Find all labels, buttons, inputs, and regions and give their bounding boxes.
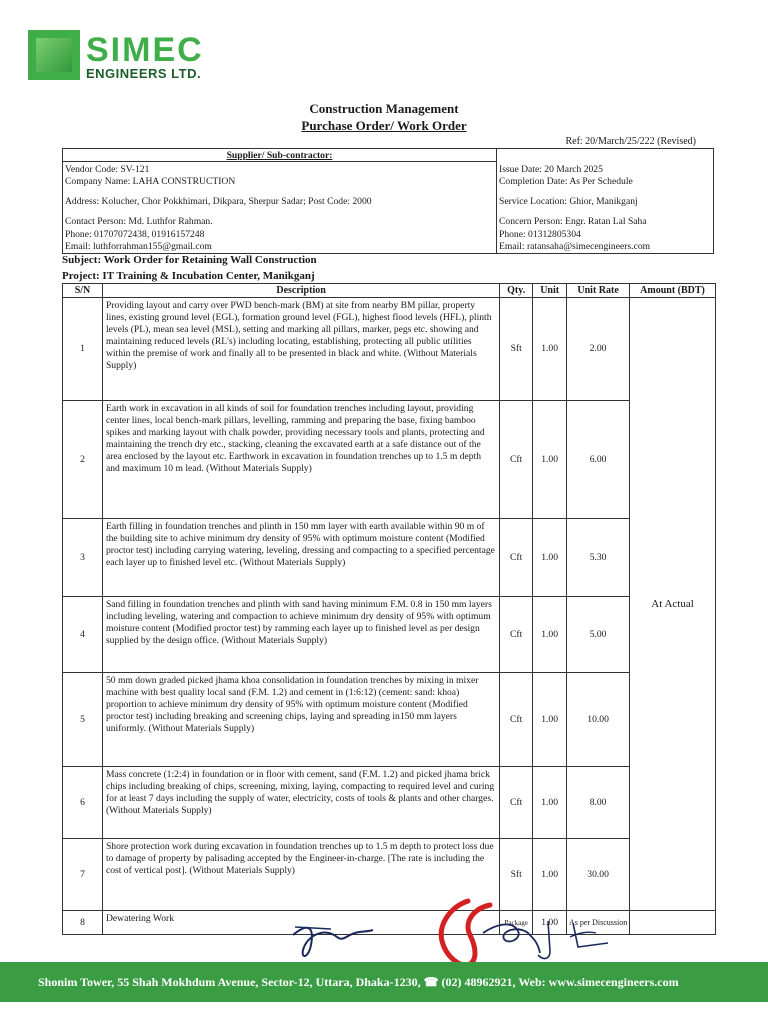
header-sn: S/N xyxy=(63,284,103,298)
row-qty: Cft xyxy=(500,519,533,597)
service-location: Service Location: Ghior, Manikganj xyxy=(499,196,638,207)
row-rate: 30.00 xyxy=(567,839,630,911)
table-row xyxy=(63,519,716,597)
logo-mark-icon xyxy=(28,30,80,80)
header-unit: Unit xyxy=(533,284,567,298)
header-qty: Qty. xyxy=(500,284,533,298)
row-unit: 1.00 xyxy=(533,298,567,401)
issue-date: Issue Date: 20 March 2025 xyxy=(499,164,603,175)
row-rate: 2.00 xyxy=(567,298,630,401)
table-header-row xyxy=(63,284,716,298)
row-amount-empty xyxy=(630,911,716,935)
info-divider xyxy=(496,149,497,253)
vendor-code: Vendor Code: SV-121 xyxy=(65,164,150,175)
row-qty: Package xyxy=(500,911,533,935)
row-description: Earth work in excavation in all kinds of soil for foundation trenches including layout, providing center lines, local bench-mark pillars, levelling, ramming and preparing the base, fixing bamboo spikes and marking layout with chalk powder, providing necessary tools and plants, protecting and maintaining the trench dry etc., stacking, cleaning the excavated earth at a safe distance out of the area enclosed by the layout etc. Earthwork in excavation in foundation trenches up to 1.5 m depth and maximum 10 m lead. (Without Materials Supply) xyxy=(102,401,499,519)
table-row xyxy=(63,839,716,911)
table-row xyxy=(63,298,716,401)
row-description: Earth filling in foundation trenches and plinth in 150 mm layer with earth available within 90 m of the building site to achive minimum dry density of 95% with optimum moisture content (Modified proctor test) including carrying watering, leveling, dressing and compacting to a specified percentage each layer up to finished level etc. (Without Materials Supply) xyxy=(102,519,499,597)
logo-subtitle: ENGINEERS LTD. xyxy=(86,66,202,81)
row-unit: 1.00 xyxy=(533,673,567,767)
document-title: Construction Management xyxy=(309,101,459,116)
vendor-address: Address: Kolucher, Chor Pokkhimari, Dikpara, Sherpur Sadar; Post Code: 2000 xyxy=(65,196,372,207)
row-sn: 6 xyxy=(63,767,103,839)
row-rate: 6.00 xyxy=(567,401,630,519)
header-description: Description xyxy=(102,284,499,298)
items-table xyxy=(62,283,716,935)
subject-line: Subject: Work Order for Retaining Wall Construction xyxy=(62,254,317,266)
row-unit: 1.00 xyxy=(533,767,567,839)
footer-bar xyxy=(0,962,768,1002)
row-qty: Cft xyxy=(500,597,533,673)
row-qty: Sft xyxy=(500,839,533,911)
order-info-box xyxy=(62,148,714,254)
row-rate: 5.00 xyxy=(567,597,630,673)
row-description: Shore protection work during excavation in foundation trenches up to 1.5 m depth to protect loss due to damage of property by palisading accepted by the Engineer-in-charge. [The rate is including the cost of vertical post]. (Without Materials Supply) xyxy=(102,839,499,911)
supplier-heading: Supplier/ Sub-contractor: xyxy=(63,150,496,162)
row-description: 50 mm down graded picked jhama khoa consolidation in foundation trenches by mixing in mixer machine with best quality local sand (F.M. 1.2) and cement in (1:6:12) (cement: sand: khoa) proportion to achieve minimum dry density of 95% with optimum moisture content (Modified proctor test) including breaking and screening chips, laying and spreading in150 mm layers uniformly. (Without Materials Supply) xyxy=(102,673,499,767)
row-qty: Cft xyxy=(500,767,533,839)
signature-1 xyxy=(285,905,375,967)
concern-email: Email: ratansaha@simecengineers.com xyxy=(499,241,651,252)
table-row xyxy=(63,401,716,519)
row-qty: Cft xyxy=(500,401,533,519)
concern-person: Concern Person: Engr. Ratan Lal Saha xyxy=(499,216,647,227)
vendor-phone: Phone: 01707072438, 01916157248 xyxy=(65,229,205,240)
concern-phone: Phone: 01312805304 xyxy=(499,229,581,240)
company-logo xyxy=(28,30,228,88)
row-sn: 2 xyxy=(63,401,103,519)
row-qty: Sft xyxy=(500,298,533,401)
header-amount: Amount (BDT) xyxy=(630,284,716,298)
project-line: Project: IT Training & Incubation Center, Manikganj xyxy=(62,270,315,282)
table-row xyxy=(63,673,716,767)
row-unit: 1.00 xyxy=(533,401,567,519)
row-unit: 1.00 xyxy=(533,839,567,911)
table-row xyxy=(63,597,716,673)
row-rate: 5.30 xyxy=(567,519,630,597)
document-subtitle: Purchase Order/ Work Order xyxy=(301,118,467,133)
amount-at-actual: At Actual xyxy=(630,298,716,911)
row-description: Dewatering Work xyxy=(102,911,499,935)
row-sn: 8 xyxy=(63,911,103,935)
row-description: Sand filling in foundation trenches and plinth with sand having minimum F.M. 0.8 in 150 mm layers including leveling, watering and compaction to achieve minimum dry density of 95% with optimum moisture content (Modified proctor test) by ramming each layer up to finished level as per design supplied by the design office. (Without Materials Supply) xyxy=(102,597,499,673)
header-unit-rate: Unit Rate xyxy=(567,284,630,298)
logo-name: SIMEC xyxy=(86,31,204,69)
row-sn: 5 xyxy=(63,673,103,767)
vendor-email: Email: luthforrahman155@gmail.com xyxy=(65,241,212,252)
signature-2 xyxy=(478,903,618,965)
vendor-company-name: Company Name: LAHA CONSTRUCTION xyxy=(65,176,236,187)
row-sn: 7 xyxy=(63,839,103,911)
row-rate: As per Discussion xyxy=(567,911,630,935)
footer-address: Shonim Tower, 55 Shah Mokhdum Avenue, Sector-12, Uttara, Dhaka-1230, ☎ (02) 48962921, Web: www.simecengineers.com xyxy=(38,974,679,989)
row-unit: 1.00 xyxy=(533,519,567,597)
row-qty: Cft xyxy=(500,673,533,767)
row-sn: 1 xyxy=(63,298,103,401)
table-row xyxy=(63,767,716,839)
row-description: Mass concrete (1:2:4) in foundation or in floor with cement, sand (F.M. 1.2) and picked jhama brick chips including breaking of chips, screening, mixing, laying, compacting to required level and curing for at least 7 days including the supply of water, electricity, costs of tools & plants and other charges. (Without Materials Supply) xyxy=(102,767,499,839)
row-rate: 8.00 xyxy=(567,767,630,839)
row-sn: 4 xyxy=(63,597,103,673)
row-unit: 1.00 xyxy=(533,597,567,673)
row-sn: 3 xyxy=(63,519,103,597)
row-unit: 1.00 xyxy=(533,911,567,935)
completion-date: Completion Date: As Per Schedule xyxy=(499,176,633,187)
reference-number: Ref: 20/March/25/222 (Revised) xyxy=(565,136,696,147)
row-rate: 10.00 xyxy=(567,673,630,767)
vendor-contact: Contact Person: Md. Luthfor Rahman. xyxy=(65,216,213,227)
row-description: Providing layout and carry over PWD bench-mark (BM) at site from nearby BM pillar, property lines, existing ground level (EGL), formation ground level (FGL), highest flood levels (HFL), plinth levels (PL), mean sea level (MSL), setting and marking all pillars, marker, pegs etc. showing and maintaining reduced levels (RL's) including locating, establishing, protecting all public utilities within the premise of work and finally all to be presented in black and white. (Without Materials Supply) xyxy=(102,298,499,401)
